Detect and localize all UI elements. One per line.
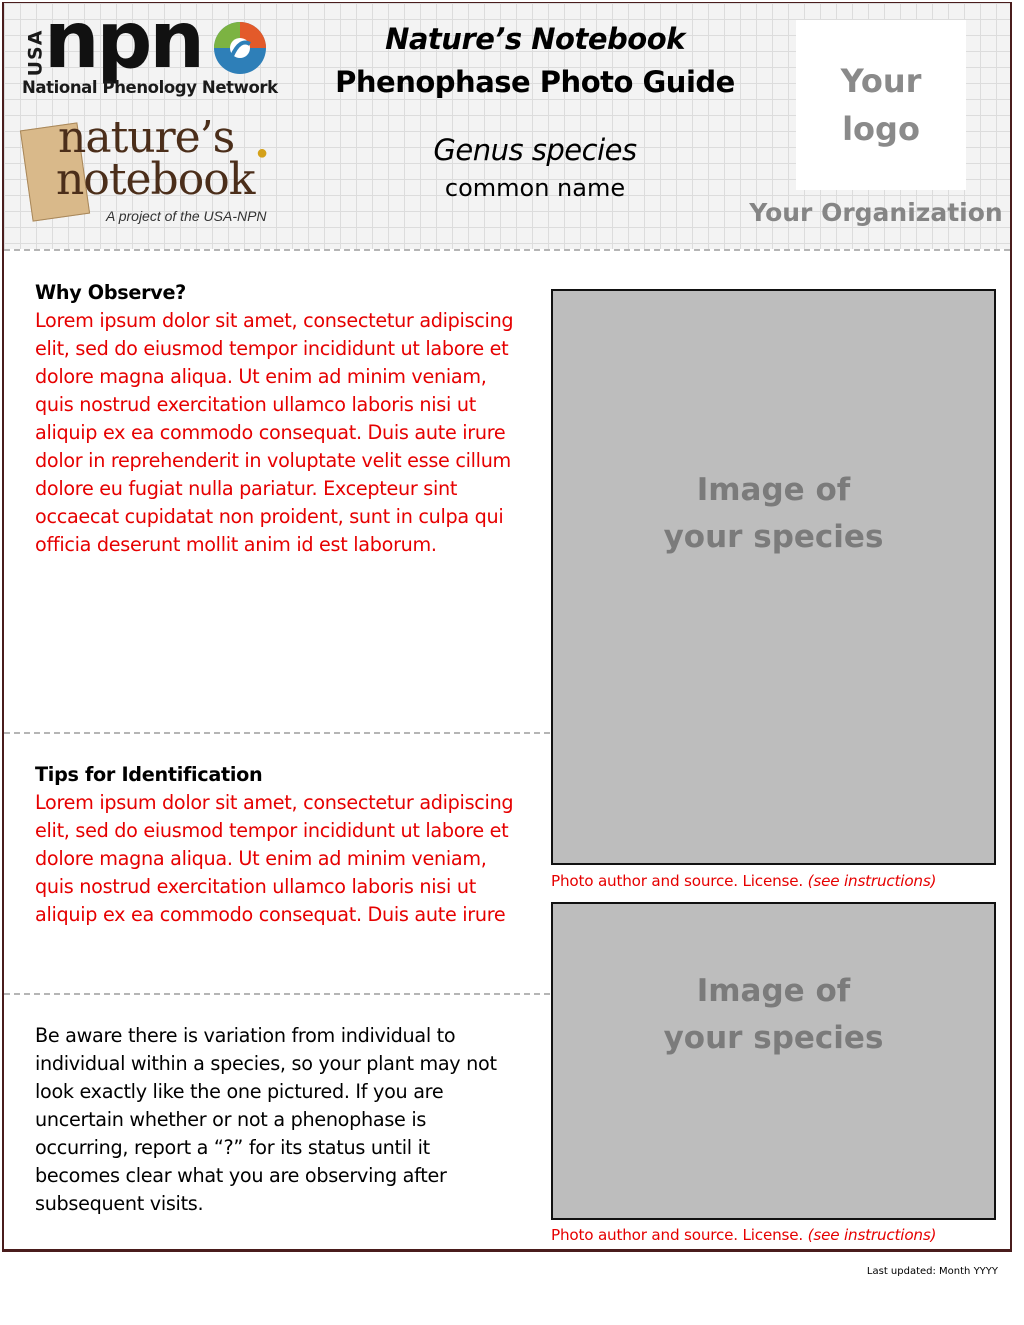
species-photo-2-placeholder: Image of your species <box>663 973 884 1056</box>
guide-title: Phenophase Photo Guide <box>335 65 735 99</box>
tips-section <box>35 761 525 929</box>
species-photo-1 <box>551 289 996 865</box>
nn-logo-line1: nature’s <box>58 112 235 163</box>
logo-placeholder <box>796 20 966 190</box>
variation-note-section <box>35 1022 515 1218</box>
why-observe-body: Lorem ipsum dolor sit amet, consectetur adipiscing elit, sed do eiusmod tempor incididunt ut labore et dolore magna aliqua. Ut enim ad minim veniam, quis nostrud exercitation ullamco laboris nisi ut aliquip ex ea commodo consequat. Duis aute irure dolor in reprehenderit in voluptate velit esse cillum dolore eu fugiat nulla pariatur. Excepteur sint occaecat cupidatat non proident, sunt in culpa qui officia deserunt mollit anim id est laborum. <box>35 309 514 556</box>
tips-body: Lorem ipsum dolor sit amet, consectetur adipiscing elit, sed do eiusmod tempor incididunt ut labore et dolore magna aliqua. Ut enim ad minim veniam, quis nostrud exercitation ullamco laboris nisi ut aliquip ex ea commodo consequat. Duis aute irure <box>35 791 514 926</box>
why-observe-section <box>35 279 525 559</box>
nn-logo-tagline: A project of the USA-NPN <box>106 208 267 224</box>
last-updated: Last updated: Month YYYY <box>866 1266 998 1277</box>
section-divider <box>4 732 550 734</box>
genus-species: Genus species <box>433 133 637 167</box>
npn-logo-wordmark: npn <box>44 0 202 86</box>
variation-note: Be aware there is variation from individual to individual within a species, so your plant may not look exactly like the one pictured. If you are uncertain whether or not a phenophase is occurring, report a “?” for its status until it becomes clear what you are observing after subsequent visits. <box>35 1024 497 1215</box>
tips-heading: Tips for Identification <box>35 763 263 786</box>
common-name: common name <box>444 174 626 202</box>
species-photo-1-placeholder: Image of your species <box>663 472 884 555</box>
logo-placeholder-text: Your logo <box>840 62 922 148</box>
bird-icon: ● <box>256 142 269 164</box>
header-divider <box>4 249 1010 251</box>
program-title: Nature’s Notebook <box>385 22 685 56</box>
globe-icon <box>212 20 268 76</box>
section-divider <box>4 993 550 995</box>
species-photo-2 <box>551 902 996 1220</box>
npn-logo <box>20 0 280 102</box>
npn-logo-usa: USA <box>24 29 47 77</box>
why-observe-heading: Why Observe? <box>35 281 187 304</box>
npn-logo-subtitle: National Phenology Network <box>22 78 278 97</box>
photo-credit-1-text: Photo author and source. License. <box>551 872 804 890</box>
photo-credit-2-note: (see instructions) <box>807 1226 937 1244</box>
photo-credit-2-text: Photo author and source. License. <box>551 1226 804 1244</box>
nn-logo-line2: notebook <box>56 154 255 205</box>
natures-notebook-logo <box>24 112 292 228</box>
photo-credit-2 <box>551 1226 936 1244</box>
photo-credit-1-note: (see instructions) <box>807 872 937 890</box>
organization-name: Your Organization <box>749 198 1003 227</box>
title-block <box>320 18 750 206</box>
photo-credit-1 <box>551 872 936 890</box>
